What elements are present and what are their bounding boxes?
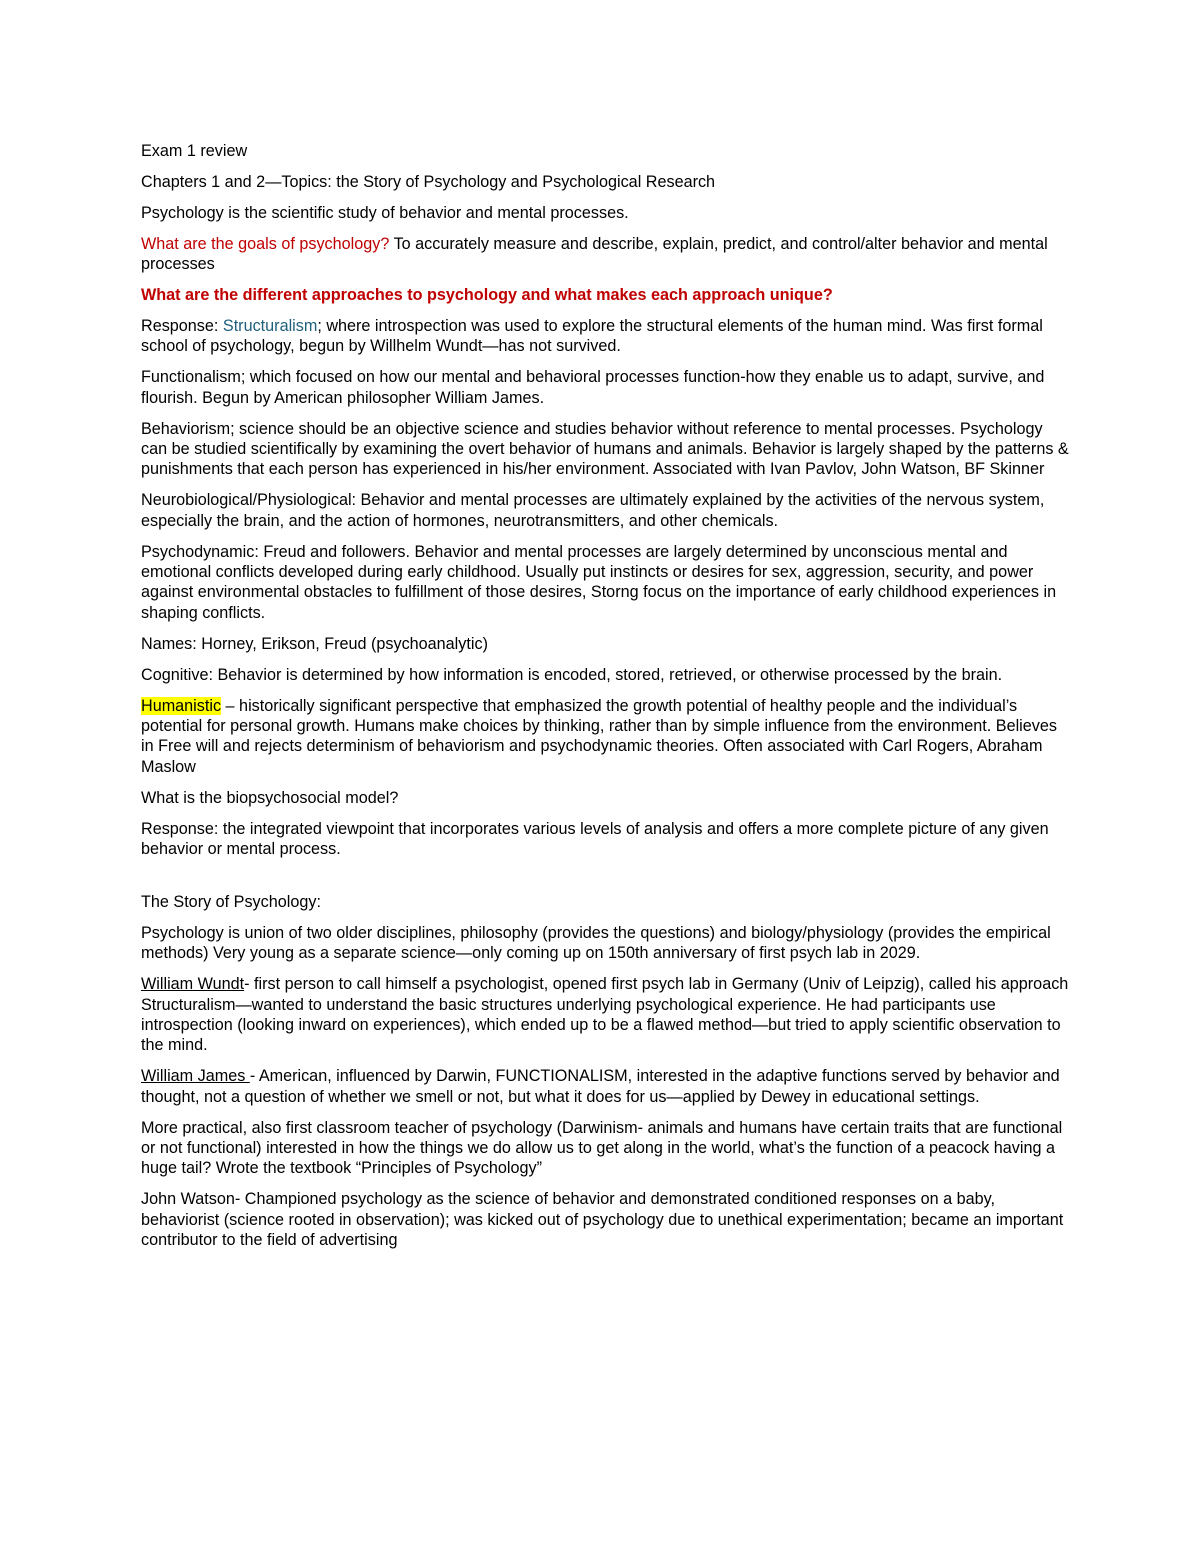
wundt-name: William Wundt: [141, 975, 245, 994]
humanistic-term: Humanistic: [141, 696, 222, 715]
humanistic-paragraph: [141, 696, 1070, 778]
biopsychosocial-question: What is the biopsychosocial model?: [141, 788, 399, 807]
goals-question: What are the goals of psychology?: [141, 234, 390, 253]
james-text: - American, influenced by Darwin, FUNCTIONALISM, interested in the adaptive functions served by behavior and thought, not a question of whether we smell or not, but what it does for us—applied by Dewey in educational settings.: [141, 1067, 1060, 1106]
practical-paragraph: More practical, also first classroom teacher of psychology (Darwinism- animals and humans have certain traits that are functional or not functional) interested in how the things we do allow us to get along in the world, what’s the function of a peacock having a huge tail? Wrote the textbook “Principles of Psychology”: [141, 1118, 1063, 1178]
james-name: William James: [141, 1067, 250, 1086]
neurobiological-paragraph: Neurobiological/Physiological: Behavior and mental processes are ultimately explained by the activities of the nervous system, especially the brain, and the action of hormones, neurotransmitters, and other chemicals.: [141, 491, 1045, 530]
goals-answer: To accurately measure and describe, explain, predict, and control/alter behavior and mental processes: [141, 234, 1048, 274]
structuralism-term: Structuralism: [222, 316, 318, 335]
structuralism-prefix: Response:: [141, 316, 223, 335]
structuralism-text: ; where introspection was used to explore the structural elements of the human mind. Was first formal school of psychology, begun by Willhelm Wundt—has not survived.: [141, 316, 1043, 356]
psychology-definition: Psychology is the scientific study of behavior and mental processes.: [141, 203, 629, 222]
functionalism-paragraph: Functionalism; which focused on how our mental and behavioral processes function-how they enable us to adapt, survive, and flourish. Begun by American philosopher William James.: [141, 368, 1045, 407]
watson-paragraph: John Watson- Championed psychology as the science of behavior and demonstrated conditioned responses on a baby, behaviorist (science rooted in observation); was kicked out of psychology due to unethical experimentation; became an important contributor to the field of advertising: [141, 1190, 1064, 1250]
cognitive-paragraph: Cognitive: Behavior is determined by how information is encoded, stored, retrieved, or otherwise processed by the brain.: [141, 665, 1003, 684]
goals-paragraph: [141, 234, 1070, 275]
document-title: Exam 1 review: [141, 142, 248, 160]
story-intro-paragraph: Psychology is union of two older disciplines, philosophy (provides the questions) and biology/physiology (provides the empirical methods) Very young as a separate science—only coming up on 150th anniversary of first psych lab in 2029.: [141, 923, 1051, 963]
behaviorism-paragraph: Behaviorism; science should be an objective science and studies behavior without reference to mental processes. Psychology can be studied scientifically by examining the overt behavior of humans and animals. Behavior is largely shaped by the patterns & punishments that each person has experienced in his/her environment. Associated with Ivan Pavlov, John Watson, BF Skinner: [141, 419, 1069, 479]
psychodynamic-paragraph: Psychodynamic: Freud and followers. Behavior and mental processes are largely determined by unconscious mental and emotional conflicts developed during early childhood. Usually put instincts or desires for sex, aggression, security, and power against environmental obstacles to fulfillment of those desires, Storng focus on the importance of early childhood experiences in shaping conflicts.: [141, 542, 1057, 622]
wundt-text: - first person to call himself a psychologist, opened first psych lab in Germany (Univ of Leipzig), called his approach Structuralism—wanted to understand the basic structures underlying psychological experience. He had participants use introspection (looking inward on experiences), which ended up to be a flawed method—but tried to apply scientific observation to the mind.: [141, 975, 1069, 1055]
section-spacer: [141, 870, 1070, 892]
wundt-paragraph: [141, 974, 1070, 1056]
names-paragraph: Names: Horney, Erikson, Freud (psychoanalytic): [141, 634, 488, 653]
approaches-question: What are the different approaches to psychology and what makes each approach unique?: [141, 286, 833, 305]
document-subtitle: Chapters 1 and 2—Topics: the Story of Psychology and Psychological Research: [141, 172, 716, 191]
biopsychosocial-response: Response: the integrated viewpoint that incorporates various levels of analysis and offers a more complete picture of any given behavior or mental process.: [141, 819, 1049, 858]
humanistic-text: – historically significant perspective that emphasized the growth potential of healthy people and the individual’s potential for personal growth. Humans make choices by thinking, rather than by simple influence from the environment. Believes in Free will and rejects determinism of behaviorism and psychodynamic theories. Often associated with Carl Rogers, Abraham Maslow: [141, 696, 1057, 776]
story-heading: The Story of Psychology:: [141, 892, 321, 911]
structuralism-paragraph: [141, 316, 1070, 357]
james-paragraph: [141, 1066, 1070, 1107]
